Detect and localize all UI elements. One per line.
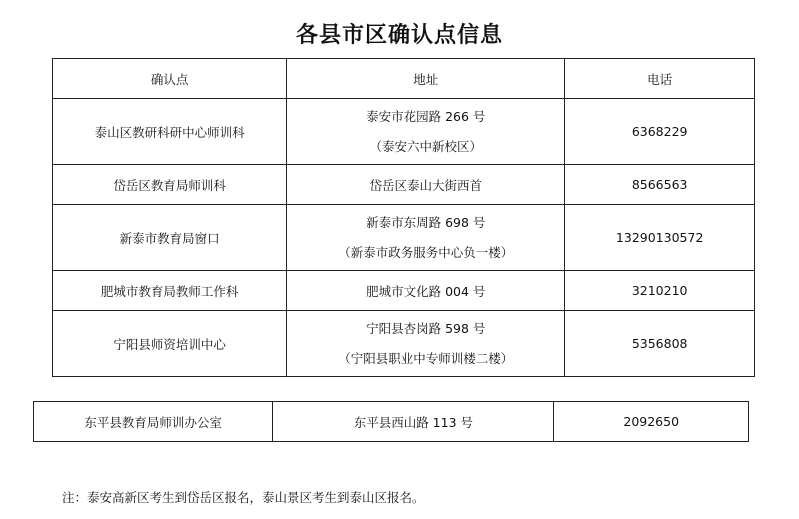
table-row (53, 271, 755, 311)
footnote: 注：泰安高新区考生到岱岳区报名，泰山景区考生到泰山区报名。 (62, 490, 425, 505)
address-line: 肥城市文化路 004 号 (366, 283, 486, 299)
address-line: （新泰市政务服务中心负一楼） (338, 244, 514, 260)
phone-cell: 5356808 (565, 311, 755, 377)
point-name-cell: 肥城市教育局教师工作科 (53, 271, 287, 311)
address-line: 新泰市东周路 698 号 (366, 214, 486, 230)
address-cell (287, 271, 565, 311)
page-title: 各县市区确认点信息 (295, 23, 503, 48)
point-name-cell: 岱岳区教育局师训科 (53, 165, 287, 205)
header-cell-address: 地址 (287, 59, 565, 99)
address-cell (287, 99, 565, 165)
point-name-cell: 东平县教育局师训办公室 (34, 402, 273, 442)
table-row (53, 99, 755, 165)
header-cell-phone: 电话 (565, 59, 755, 99)
point-name-cell: 新泰市教育局窗口 (53, 205, 287, 271)
table-row (53, 205, 755, 271)
dongping-table (33, 401, 749, 442)
confirmation-points-table (52, 58, 755, 377)
phone-cell: 8566563 (565, 165, 755, 205)
address-cell (287, 205, 565, 271)
phone-cell: 2092650 (554, 402, 749, 442)
table-header-row (53, 59, 755, 99)
address-line: （宁阳县职业中专师训楼二楼） (338, 350, 514, 366)
point-name-cell: 宁阳县师资培训中心 (53, 311, 287, 377)
address-line: 宁阳县杏岗路 598 号 (366, 320, 486, 336)
address-line: （泰安六中新校区） (369, 138, 483, 154)
address-line: 岱岳区泰山大街西首 (369, 177, 483, 193)
header-cell-point: 确认点 (53, 59, 287, 99)
phone-cell: 13290130572 (565, 205, 755, 271)
table-row (53, 311, 755, 377)
address-cell (287, 311, 565, 377)
phone-cell: 6368229 (565, 99, 755, 165)
address-cell (287, 165, 565, 205)
address-line: 泰安市花园路 266 号 (366, 108, 486, 124)
table-row (34, 402, 749, 442)
point-name-cell: 泰山区教研科研中心师训科 (53, 99, 287, 165)
address-cell: 东平县西山路 113 号 (273, 402, 554, 442)
table-row (53, 165, 755, 205)
phone-cell: 3210210 (565, 271, 755, 311)
